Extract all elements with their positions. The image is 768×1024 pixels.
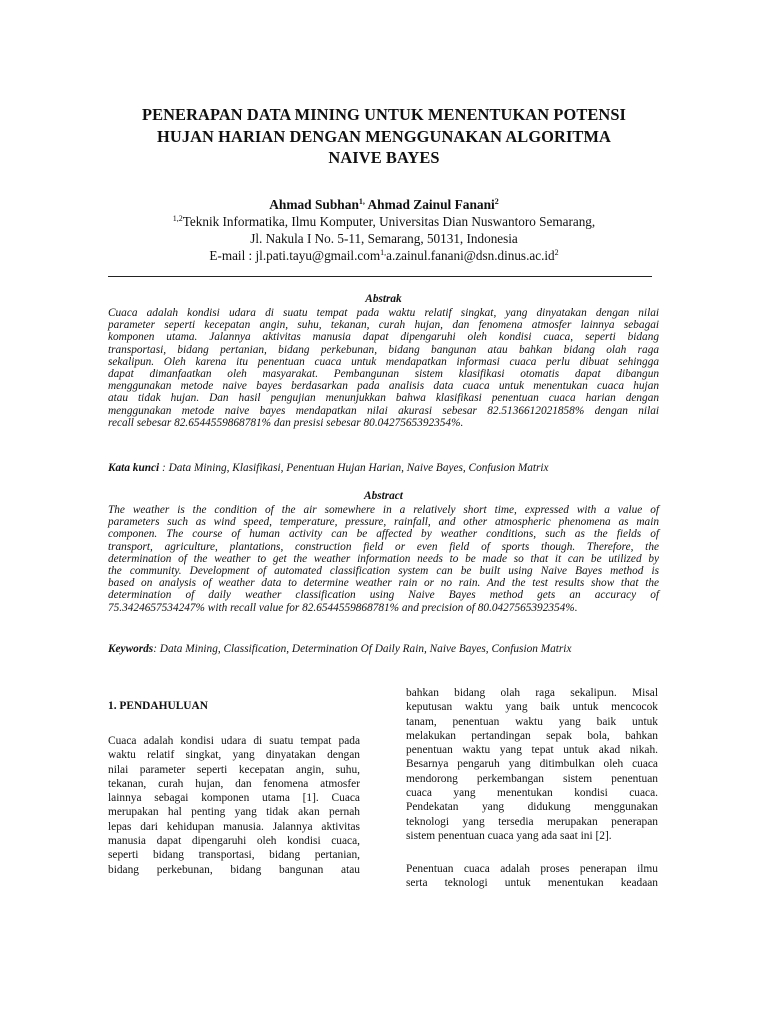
- right-column-para-1: [406, 686, 658, 843]
- title-line: HUJAN HARIAN DENGAN MENGGUNAKAN ALGORITMA: [157, 126, 611, 146]
- abstract-body: [108, 504, 659, 614]
- title-line: NAIVE BAYES: [328, 148, 440, 167]
- text-line: seperti bidang transportasi, bidang pertanian,: [108, 849, 360, 862]
- text-line: menggunakan metode naive bayes berdasarkan pada analisis data cuaca untuk menentukan cuaca hujan: [108, 380, 659, 393]
- text-line: The weather is the condition of the air somewhere in a relatively short time, expressed with a value of: [108, 504, 659, 516]
- text-line: keputusan waktu yang baik untuk mencocok: [406, 701, 658, 714]
- text-line: atau tidak hujan. Dan hasil pengujian menunjukkan bahwa klasifikasi penentuan cuaca harian dengan: [108, 392, 659, 405]
- author-block: [60, 196, 708, 264]
- affiliation-sup: 1,2: [172, 214, 183, 223]
- text-line: lainnya sebagai komponen utama [1]. Cuaca: [108, 792, 360, 805]
- text-line: cuaca yang menentukan kondisi cuaca.: [406, 787, 658, 800]
- text-line: merupakan hal penting yang tidak akan pernah: [108, 806, 360, 819]
- text-line: lepas dari kehidupan manusia. Jalannya aktivitas: [108, 820, 360, 833]
- email-line: [60, 247, 708, 264]
- text-line: the community. Development of automated classification system can be built using Naive Bayes method is: [108, 565, 659, 578]
- text-line: sistem penentuan cuaca yang ada saat ini [2].: [406, 829, 612, 842]
- text-line: bidang perkebunan, bidang bangunan atau: [108, 863, 360, 876]
- author-2-sup: 2: [494, 197, 499, 206]
- text-line: componen. The course of human activity can be affected by weather conditions, such as the fields of: [108, 528, 659, 541]
- abstract-heading: Abstract: [364, 490, 403, 502]
- text-line: recall sebesar 82.6544559868781% dan presisi sebesar 80.0427565392354%.: [108, 416, 464, 429]
- text-line: penentuan waktu yang tepat untuk akad nikah.: [406, 744, 658, 757]
- title-line: PENERAPAN DATA MINING UNTUK MENENTUKAN POTENSI: [141, 105, 627, 124]
- text-line: Cuaca adalah kondisi udara di suatu tempat pada waktu relatif singkat, yang dinyatakan dengan nilai: [108, 307, 659, 319]
- text-line: nilai parameter seperti kecepatan angin, suhu,: [108, 763, 360, 776]
- address: Jl. Nakula I No. 5-11, Semarang, 50131, Indonesia: [250, 231, 518, 246]
- email-1-sup: 1,: [380, 248, 387, 257]
- header-divider: [108, 276, 652, 277]
- text-line: determination of daily weather classification using Naive Bayes method gets an accuracy of: [108, 589, 659, 602]
- keywords-label: Keywords: [108, 643, 154, 655]
- text-line: parameters such as wind speed, temperature, pressure, rainfall, and other atmospheric phenomena as main: [108, 516, 659, 529]
- text-line: Penentuan cuaca adalah proses penerapan ilmu: [406, 863, 658, 875]
- text-line: dapat dimanfaatkan oleh masyarakat. Pembangunan sistem klasifikasi otomatis dapat dibangun: [108, 368, 659, 381]
- text-line: Pendekatan yang didukung menggunakan: [406, 801, 658, 814]
- text-line: manusia dapat dipengaruhi oleh kondisi cuaca,: [108, 835, 360, 848]
- text-line: waktu relatif singkat, yang dinyatakan dengan: [108, 749, 360, 762]
- author-names: [60, 196, 708, 213]
- author-2: Ahmad Zainul Fanani: [367, 197, 495, 212]
- kata-kunci-text: : Data Mining, Klasifikasi, Penentuan Hujan Harian, Naive Bayes, Confusion Matrix: [159, 462, 549, 474]
- text-line: parameter seperti kecepatan angin, suhu, tekanan, curah hujan, dan fenomena atmosfer lainnya sebagai: [108, 319, 659, 332]
- author-1: Ahmad Subhan: [269, 197, 359, 212]
- text-line: serta teknologi untuk menentukan keadaan: [406, 877, 658, 890]
- text-line: determination of the weather to get the weather information needs to be made so that it can be utilized by: [108, 552, 659, 565]
- affiliation-text: Teknik Informatika, Ilmu Komputer, Universitas Dian Nuswantoro Semarang,: [182, 214, 596, 229]
- text-line: 75.3424657534247% with recall value for 82.6544559868781% and precision of 80.0427565392354%.: [108, 601, 578, 614]
- text-line: menggunakan metode naive bayes mendapatkan nilai akurasi sebesar 82.5136612021858% dengan nilai: [108, 404, 659, 417]
- text-line: Besarnya pengaruh yang ditimbulkan oleh cuaca: [406, 758, 658, 771]
- text-line: melakukan pertandingan sepak bola, bahkan: [406, 729, 658, 742]
- email-1[interactable]: E-mail : jl.pati.tayu@gmail.com: [209, 248, 381, 263]
- paper-title: [100, 104, 668, 169]
- affiliation: [60, 213, 708, 230]
- keywords-text: : Data Mining, Classification, Determination Of Daily Rain, Naive Bayes, Confusion Matrix: [153, 643, 572, 655]
- right-column-para-2: [406, 862, 658, 891]
- email-2[interactable]: a.zainul.fanani@dsn.dinus.ac.id: [386, 248, 555, 263]
- kata-kunci-label: Kata kunci: [108, 462, 160, 474]
- text-line: mendorong perkembangan sistem penentuan: [406, 772, 658, 785]
- keywords: [108, 643, 668, 656]
- text-line: Cuaca adalah kondisi udara di suatu tempat pada: [108, 735, 360, 747]
- text-line: sekalipun. Oleh karena itu penentuan cuaca untuk mendapatkan informasi cuaca perlu dibuat sehingga: [108, 355, 659, 368]
- text-line: transportasi, bidang pertanian, bidang perkebunan, bidang bangunan atau bahkan bidang olah raga: [108, 343, 659, 356]
- author-1-sup: 1,: [358, 197, 365, 206]
- abstrak-heading: Abstrak: [365, 293, 402, 305]
- text-line: komponen utama. Jalannya aktivitas manusia dapat dipengaruhi oleh kondisi cuaca, seperti bidang: [108, 331, 659, 344]
- text-line: teknologi yang tersedia merupakan penerapan: [406, 815, 658, 828]
- left-column-text: [108, 734, 360, 877]
- abstrak-body: [108, 307, 659, 429]
- text-line: transport, agriculture, plantations, construction field or even field of sports though. Therefore, the: [108, 540, 659, 553]
- kata-kunci: [108, 462, 668, 475]
- text-line: based on analysis of weather data to determine weather rain or no rain. And the test results show that the: [108, 577, 659, 590]
- email-2-sup: 2: [554, 248, 559, 257]
- text-line: tekanan, curah hujan, dan fenomena atmosfer: [108, 777, 360, 790]
- text-line: bahkan bidang olah raga sekalipun. Misal: [406, 687, 658, 699]
- section-heading: 1. PENDAHULUAN: [108, 700, 208, 712]
- text-line: tanam, penentuan waktu yang baik untuk: [406, 715, 658, 728]
